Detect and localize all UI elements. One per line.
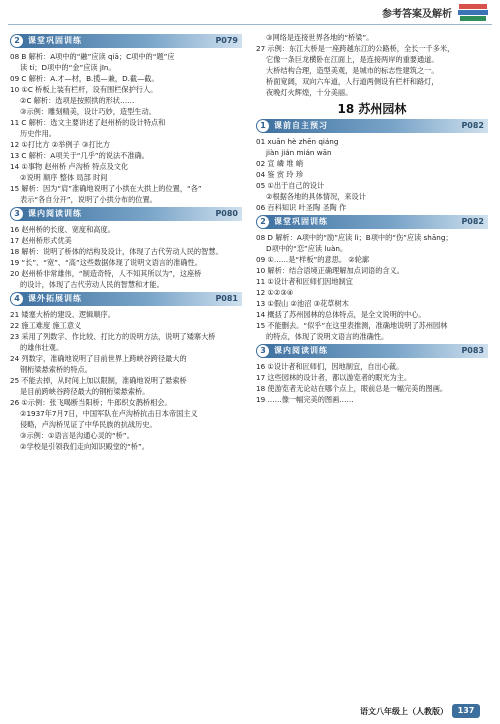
answer-line: 16 ①设计者和匠师们，因地制宜，自出心裁。 [256,362,404,371]
answer-line: 13 C 解析：A项关于“几乎”的说法不准确。 [10,151,149,160]
answer-line: 12 ①②③④ [256,288,294,297]
answer-block [256,136,488,213]
answer-line: 17 这些园林的设计者，都以游览者的眼光为主。 [256,373,412,382]
section-bar-preview [256,119,488,133]
answer-line: 21 矮塞大桥的建设、逻辑顺序。 [10,310,115,319]
answer-block [10,51,242,205]
answer-line: 23 采用了列数字、作比较、打比方的说明方法，说明了矮寨大桥 [10,332,216,341]
answer-line: 的设计，体现了古代劳动人民的智慧和才能。 [20,280,164,289]
section-label: 课堂巩固训练 [28,36,82,45]
section-number: 2 [257,216,269,228]
answer-line: 的特点，体现了说明文语言的准确性。 [266,332,389,341]
section-number: 1 [257,120,269,132]
answer-line: 19 “长”、“宽”、“高”这些数据体现了说明文语言的准确性。 [10,258,202,267]
section-number: 2 [11,35,23,47]
answer-line: 08 B 解析：A项中的“融”应读 qiā；C项中的“题”应 [10,52,175,61]
answer-line: ②根据各地的具体情况，来设计 [266,192,366,201]
section-label: 课外拓展训练 [28,294,82,303]
answer-line: ③网络是连接世界各地的“桥梁”。 [266,33,374,42]
section-code: P080 [215,209,238,218]
section-number: 3 [11,208,23,220]
answer-line: 22 施工难度 施工意义 [10,321,82,330]
footer-book-title: 语文八年级上（人教版） [360,707,448,716]
answer-block [256,232,488,342]
answer-line: 26 ①示例：张飞喝断当阳桥；牛郎织女鹊桥相会。 [10,398,172,407]
header-title: 参考答案及解析 [382,9,452,20]
answer-line: ③示例：雕刻精美，设计巧妙，造型生动。 [20,107,156,116]
header-divider [8,24,492,25]
answer-line: 的雄伟壮观。 [20,343,64,352]
answer-block [256,361,488,405]
section-label: 课内阅读训练 [274,346,328,355]
answer-line: 12 ①打比方 ②举例子 ③打比方 [10,140,111,149]
section-label: 课前自主预习 [274,121,328,130]
section-code: P079 [215,36,238,45]
lesson-title: 18 苏州园林 [337,102,407,116]
answer-line: 侵略，卢沟桥见证了中华民族的抗战历史。 [20,420,157,429]
section-bar-classroom [256,215,488,229]
answer-line: 它像一条巨龙横卧在江面上，是连接两岸的重要通道。 [266,55,439,64]
page-header [0,0,500,26]
answer-line: 钢桁梁悬索桥的特点。 [20,365,92,374]
answer-line: 11 ①设计者和匠师们因地制宜 [256,277,353,286]
answer-line: 15 解析：因为“肩”准确地说明了小拱在大拱上的位置，“各” [10,184,202,193]
answer-block [256,32,488,98]
section-bar-reading [256,344,488,358]
section-bar-extension [10,292,242,306]
answer-line: D项中的“恋”应读 luàn。 [266,244,348,253]
answer-line: ②说明 顺序 整体 局部 时间 [20,173,108,182]
right-column [256,32,488,405]
section-number: 3 [257,345,269,357]
answer-line: jiàn jián mián wān [266,148,332,157]
answer-line: 15 不能删去。“似乎”在这里表推测，准确地说明了苏州园林 [256,321,448,330]
answer-line: 01 xuān hè zhēn qiáng [256,137,339,146]
section-code: P082 [461,121,484,130]
answer-line: 历史作用。 [20,129,56,138]
answer-line: 16 赵州桥的长度、宽度和高度。 [10,225,115,234]
section-bar-classroom [10,34,242,48]
answer-line: ②C 解析：选项是按照拱的形状…… [20,96,135,105]
answer-line: 表示“各自分开”，说明了小拱分布的位置。 [20,195,157,204]
answer-line: 是目前跨峡谷跨径最大的钢桁梁悬索桥。 [20,387,150,396]
answer-block [10,224,242,290]
answer-line: 17 赵州桥形式优美 [10,236,72,245]
answer-line: 14 概括了苏州园林的总体特点，是全文说明的中心。 [256,310,426,319]
answer-line: 02 宣 嶙 堆 峭 [256,159,304,168]
answer-block [10,309,242,452]
answer-line: 夜晚灯火辉煌，十分美丽。 [266,88,353,97]
section-number: 4 [11,293,23,305]
answer-line: 18 解析：说明了桥体的结构及设计，体现了古代劳动人民的智慧。 [10,247,223,256]
answer-line: 读 tí；D项中的“金”应读 jīn。 [20,63,116,72]
section-bar-reading [10,207,242,221]
answer-line: ②学校是引领我们走向知识殿堂的“桥”。 [20,442,149,451]
answer-line: 24 列数字，准确地说明了目前世界上跨峡谷跨径最大的 [10,354,187,363]
answer-line: ③示例：①语言是沟通心灵的“桥”。 [20,431,134,440]
answer-line: 06 百科知识 叶圣陶 圣陶 作 [256,203,347,212]
answer-line: 08 D 解析：A项中的“励”应读 lì；B项中的“伤”应读 shāng； [256,233,453,242]
answer-line: 大桥结构合理，造型美观，是城市的标志性建筑之一。 [266,66,439,75]
answer-line: 14 ①事物 赵州桥 卢沟桥 特点及文化 [10,162,129,171]
answer-line: 18 使游览者无论站在哪个点上，眼前总是一幅完美的图画。 [256,384,448,393]
answer-line: 13 ①假山 ②池沼 ③花草树木 [256,299,349,308]
answer-line: 25 不能去掉，从时间上加以限制，准确地说明了悬索桥 [10,376,187,385]
section-code: P081 [215,294,238,303]
answer-line: 10 解析：结合语境正确理解加点词语的含义。 [256,266,404,275]
answer-line: 05 ①出于自己的设计 [256,181,325,190]
section-code: P082 [461,217,484,226]
section-code: P083 [461,346,484,355]
section-label: 课堂巩固训练 [274,217,328,226]
answer-line: 09 ①……是“样板”的意思。 ②轮廓 [256,255,370,264]
answer-line: 20 赵州桥非常雄伟，“制造奇特，人不知其所以为”，这座桥 [10,269,202,278]
left-column [10,32,242,452]
answer-line: 09 C 解析：A.才—材，B.揽—兼，D.截—截。 [10,74,159,83]
page-number: 137 [452,704,480,718]
section-label: 课内阅读训练 [28,209,82,218]
answer-line: 27 示例：东江大桥是一座跨越东江的公路桥，全长一千多米， [256,44,455,53]
answer-line: 19 ……像一幅完美的图画…… [256,395,354,404]
book-stack-icon [456,1,490,23]
answer-line: 10 ①C 桥板上装有栏杆，设有围栏保护行人。 [10,85,158,94]
answer-line: 04 鉴 赏 玲 珍 [256,170,304,179]
answer-line: ②1937年7月7日，中国军队在卢沟桥抗击日本帝国主义 [20,409,198,418]
answer-line: 11 C 解析：选文主要讲述了赵州桥的设计特点和 [10,118,166,127]
answer-line: 桥面宽阔，双向六车道，人行道两侧设有栏杆和路灯， [266,77,439,86]
page-footer [300,704,490,718]
